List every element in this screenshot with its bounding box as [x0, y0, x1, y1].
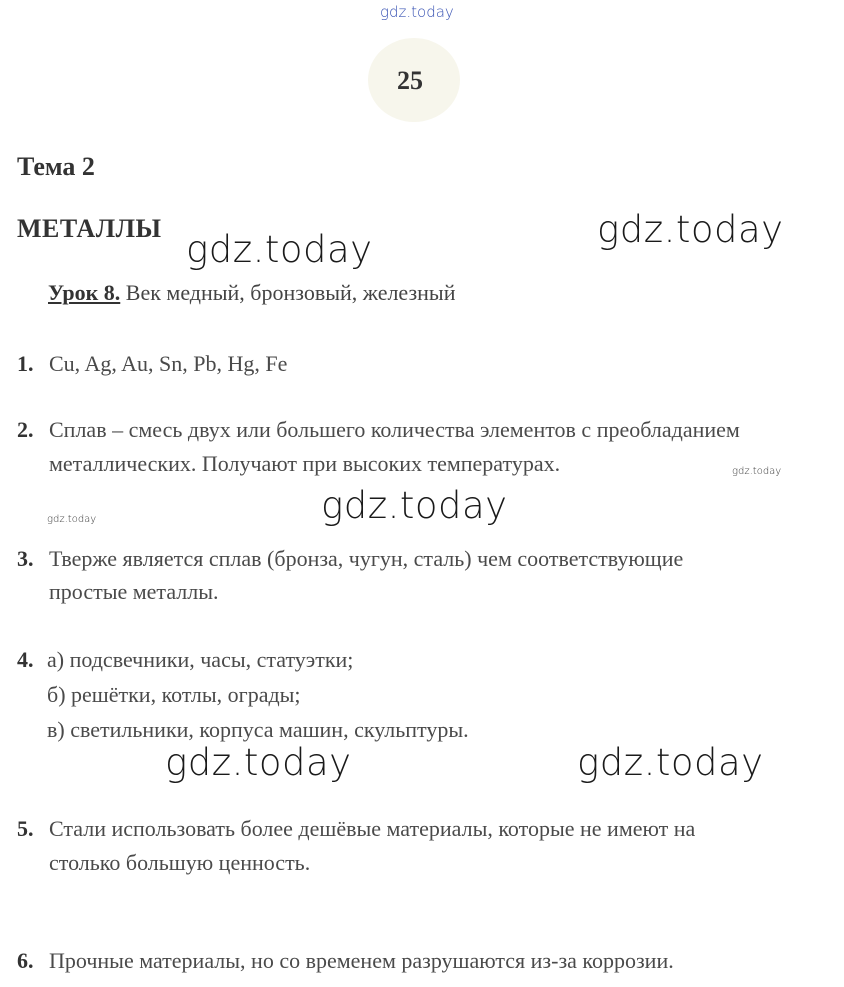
answer-line: Тверже является сплав (бронза, чугун, сталь) чем соответствующие — [49, 546, 684, 571]
page-number: 25 — [397, 66, 423, 95]
lesson-title — [48, 280, 456, 306]
watermark-large: gdz.today — [577, 741, 764, 784]
watermark-small: gdz.today — [47, 514, 97, 525]
answer-line: в) светильники, корпуса машин, скульптуры. — [47, 717, 469, 742]
answer-line: Сплав – смесь двух или большего количества элементов с преобладанием — [49, 417, 740, 442]
answer-number: 5. — [17, 816, 34, 841]
answer-number: 1. — [17, 351, 34, 376]
answer-line: простые металлы. — [49, 579, 219, 604]
watermark-top: gdz.today — [380, 3, 454, 21]
section-heading: МЕТАЛЛЫ — [17, 214, 162, 243]
topic-heading: Тема 2 — [17, 152, 95, 181]
watermark-small: gdz.today — [732, 466, 782, 477]
answer-number: 4. — [17, 647, 34, 672]
lesson-label: Урок 8. — [48, 280, 121, 305]
lesson-name: Век медный, бронзовый, железный — [120, 280, 456, 305]
answer-line: б) решётки, котлы, ограды; — [47, 682, 301, 707]
answer-line: металлических. Получают при высоких температурах. — [49, 451, 561, 476]
watermark-large: gdz.today — [165, 741, 352, 784]
watermark-large: gdz.today — [186, 228, 373, 271]
answer-line: столько большую ценность. — [49, 850, 311, 875]
answer-number: 2. — [17, 417, 34, 442]
answer-line: Стали использовать более дешёвые материалы, которые не имеют на — [49, 816, 696, 841]
answer-number: 6. — [17, 948, 34, 973]
watermark-large: gdz.today — [597, 208, 784, 251]
watermark-large: gdz.today — [321, 484, 508, 527]
answer-number: 3. — [17, 546, 34, 571]
answer-line: Cu, Ag, Au, Sn, Pb, Hg, Fe — [49, 351, 288, 376]
answer-line: а) подсвечники, часы, статуэтки; — [47, 647, 354, 672]
answer-line: Прочные материалы, но со временем разрушаются из-за коррозии. — [49, 948, 674, 973]
